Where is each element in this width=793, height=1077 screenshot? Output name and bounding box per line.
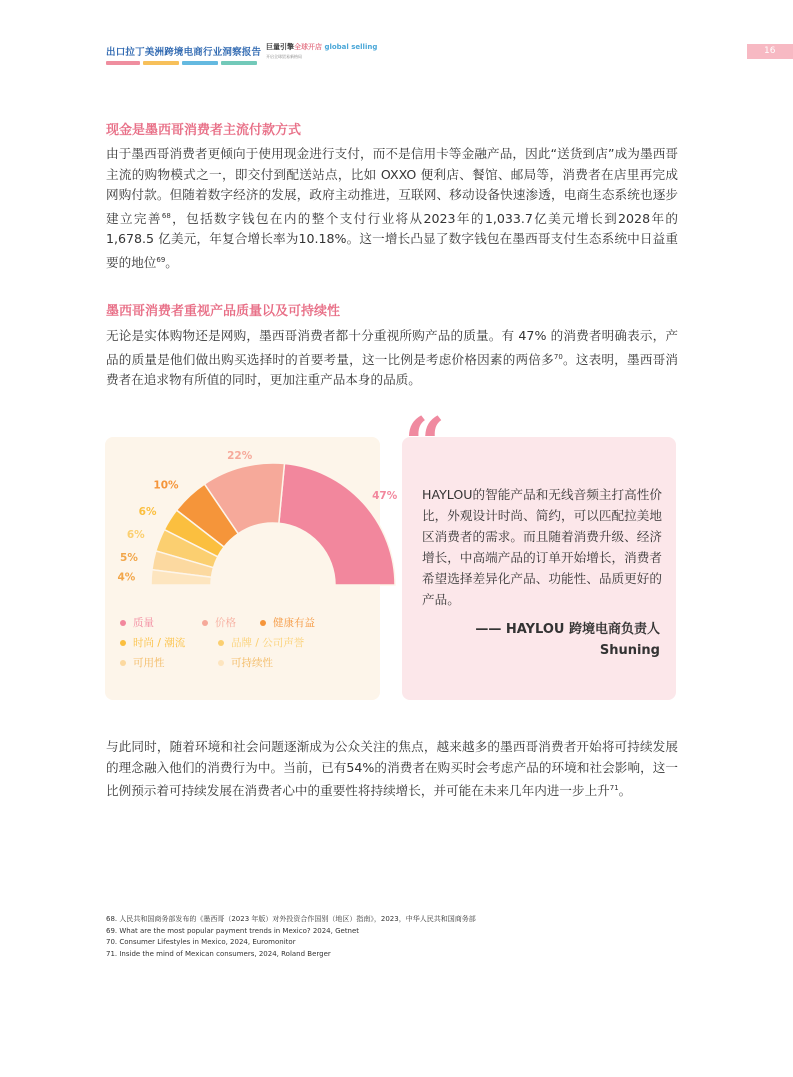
legend-item-7	[218, 655, 273, 670]
section-paragraph-quality: 无论是实体购物还是网购，墨西哥消费者都十分重视所购产品的质量。有 47% 的消费者明确表示，产品的质量是他们做出购买选择时的首要考量，这一比例是考虑价格因素的两倍多$^{70}$。这表明，墨西哥消费者在追求物有所值的同时，更加注重产品本身的品质。	[106, 328, 679, 388]
legend-item-6	[120, 655, 165, 670]
legend-label: 健康有益	[273, 617, 315, 629]
section-paragraph-cash-payment: 由于墨西哥消费者更倾向于使用现金进行支付，而不是信用卡等金融产品，因此“送货到店”成为墨西哥主流的购物模式之一，即交付到配送站点，比如 OXXO 便利店、餐馆、邮局等，消费者在店里再完成网购付款。但随着数字经济的发展，政府主动推进，互联网、移动设备快速渗透，电商生态系统也逐步建立完善$^{68}$，包括数字钱包在内的整个支付行业将从2023年的1,033.7亿美元增长到2028年的 1,678.5 亿美元，年复合增长率为10.18%。这一增长凸显了数字钱包在墨西哥支付生态系统中日益重要的地位$^{69}$。	[106, 146, 679, 270]
quote-text: HAYLOU的智能产品和无线音频主打高性价比，外观设计时尚、简约，可以匹配拉美地区消费者的需求。而且随着消费升级、经济增长，中高端产品的订单开始增长，消费者希望选择差异化产品、功能性、品质更好的产品。	[422, 487, 662, 607]
brand-logo: 巨量引擎全球开店 global selling 开启全球贸易新格局	[266, 43, 378, 59]
donut-value-label-5: 6%	[126, 529, 145, 542]
footnote-68: 68. 人民共和国商务部发布的《墨西哥（2023 年版）对外投资合作国别（地区）指南》，2023，中华人民共和国商务部	[106, 915, 476, 923]
quote-author: —— HAYLOU 跨境电商负责人 Shuning	[475, 622, 660, 658]
legend-label: 质量	[133, 617, 154, 629]
quote-mark-icon: “	[404, 401, 446, 486]
legend-dot-icon	[218, 640, 224, 646]
legend-item-3	[260, 615, 315, 630]
donut-value-label-2: 22%	[227, 450, 253, 463]
header-color-stripes	[106, 61, 257, 65]
legend-label: 价格	[215, 617, 236, 629]
page-number-tab: 16	[747, 44, 793, 59]
legend-dot-icon	[260, 620, 266, 626]
legend-label: 品牌 / 公司声誉	[231, 637, 305, 649]
section-title-quality: 墨西哥消费者重视产品质量以及可持续性	[106, 304, 341, 319]
consumer-priority-chart-card	[105, 437, 398, 700]
stripe-teal	[221, 61, 257, 65]
stripe-yellow	[143, 61, 179, 65]
footnotes	[106, 914, 476, 960]
donut-value-label-4: 6%	[138, 506, 157, 519]
legend-dot-icon	[120, 660, 126, 666]
footnote-70: 70. Consumer Lifestyles in Mexico, 2024, Euromonitor	[106, 938, 296, 946]
donut-value-label-7: 4%	[117, 571, 136, 584]
legend-label: 可持续性	[231, 657, 273, 669]
legend-dot-icon	[120, 640, 126, 646]
legend-item-5	[218, 635, 304, 650]
footnote-69: 69. What are the most popular payment trends in Mexico? 2024, Getnet	[106, 926, 360, 935]
donut-value-label-1: 47%	[372, 489, 398, 502]
legend-dot-icon	[120, 620, 126, 626]
legend-label: 可用性	[133, 657, 165, 669]
legend-label: 时尚 / 潮流	[133, 637, 186, 649]
legend-item-4	[120, 635, 185, 650]
legend-item-2	[202, 615, 236, 630]
footnote-71: 71. Inside the mind of Mexican consumers, 2024, Roland Berger	[106, 949, 331, 958]
legend-dot-icon	[202, 620, 208, 626]
closing-paragraph: 与此同时，随着环境和社会问题逐渐成为公众关注的焦点，越来越多的墨西哥消费者开始将可持续发展的理念融入他们的消费行为中。当前，已有54%的消费者在购买时会考虑产品的环境和社会影响，这一比例预示着可持续发展在消费者心中的重要性将持续增长，并可能在未来几年内进一步上升$^{71}$。	[106, 739, 678, 799]
legend-dot-icon	[218, 660, 224, 666]
donut-value-label-3: 10%	[153, 479, 179, 492]
report-title: 出口拉丁美洲跨境电商行业洞察报告	[106, 47, 262, 58]
section-title-cash-payment: 现金是墨西哥消费者主流付款方式	[106, 123, 302, 138]
stripe-pink	[106, 61, 140, 65]
legend-item-1	[120, 615, 154, 630]
stripe-blue	[182, 61, 218, 65]
donut-value-label-6: 5%	[120, 552, 138, 565]
donut-slice-1	[279, 464, 395, 585]
semicircle-donut-chart	[105, 437, 398, 617]
